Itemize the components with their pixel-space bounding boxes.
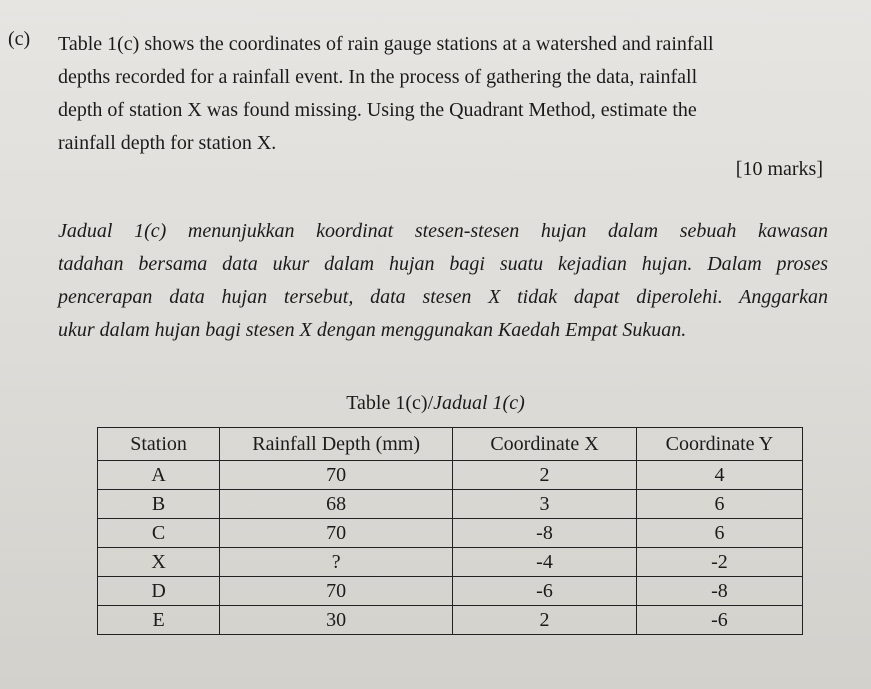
cell-coordinate-y: 6 bbox=[636, 519, 802, 548]
table-row bbox=[98, 606, 803, 635]
english-line: Table 1(c) shows the coordinates of rain gauge stations at a watershed and rainfall bbox=[58, 33, 714, 55]
cell-station: A bbox=[98, 461, 220, 490]
table-header-row bbox=[98, 428, 803, 461]
station-table bbox=[97, 427, 803, 635]
cell-rainfall-depth: 70 bbox=[220, 577, 453, 606]
cell-rainfall-depth: 30 bbox=[220, 606, 453, 635]
header-coordinate-x: Coordinate X bbox=[453, 428, 637, 461]
cell-rainfall-depth: ? bbox=[220, 548, 453, 577]
marks-label: [10 marks] bbox=[735, 158, 823, 180]
cell-coordinate-x: -4 bbox=[453, 548, 637, 577]
question-text-malay bbox=[58, 215, 828, 347]
cell-station: D bbox=[98, 577, 220, 606]
caption-english: Table 1(c)/ bbox=[346, 392, 434, 414]
cell-station: X bbox=[98, 548, 220, 577]
malay-line: ukur dalam hujan bagi stesen X dengan menggunakan Kaedah Empat Sukuan. bbox=[58, 319, 687, 341]
cell-coordinate-y: 6 bbox=[636, 490, 802, 519]
table-row bbox=[98, 548, 803, 577]
cell-rainfall-depth: 70 bbox=[220, 519, 453, 548]
cell-coordinate-y: -8 bbox=[636, 577, 802, 606]
cell-coordinate-x: -6 bbox=[453, 577, 637, 606]
english-line: rainfall depth for station X. bbox=[58, 132, 277, 154]
question-label: (c) bbox=[8, 28, 31, 50]
malay-line: Jadual 1(c) menunjukkan koordinat stesen-stesen hujan dalam sebuah kawasan bbox=[58, 220, 828, 242]
caption-malay: Jadual 1(c) bbox=[433, 392, 525, 414]
header-coordinate-y: Coordinate Y bbox=[636, 428, 802, 461]
header-station: Station bbox=[98, 428, 220, 461]
cell-station: E bbox=[98, 606, 220, 635]
cell-coordinate-y: 4 bbox=[636, 461, 802, 490]
cell-coordinate-y: -2 bbox=[636, 548, 802, 577]
malay-line: tadahan bersama data ukur dalam hujan bagi suatu kejadian hujan. Dalam proses bbox=[58, 253, 828, 275]
table-row bbox=[98, 577, 803, 606]
cell-rainfall-depth: 68 bbox=[220, 490, 453, 519]
cell-coordinate-x: 2 bbox=[453, 461, 637, 490]
cell-coordinate-x: -8 bbox=[453, 519, 637, 548]
cell-coordinate-x: 2 bbox=[453, 606, 637, 635]
table-row bbox=[98, 519, 803, 548]
header-rainfall-depth: Rainfall Depth (mm) bbox=[220, 428, 453, 461]
question-text-english bbox=[58, 28, 828, 160]
cell-rainfall-depth: 70 bbox=[220, 461, 453, 490]
english-line: depth of station X was found missing. Using the Quadrant Method, estimate the bbox=[58, 99, 697, 121]
cell-station: C bbox=[98, 519, 220, 548]
table-row bbox=[98, 461, 803, 490]
table-row bbox=[98, 490, 803, 519]
cell-coordinate-y: -6 bbox=[636, 606, 802, 635]
table-caption bbox=[0, 392, 871, 415]
english-line: depths recorded for a rainfall event. In the process of gathering the data, rainfall bbox=[58, 66, 698, 88]
cell-coordinate-x: 3 bbox=[453, 490, 637, 519]
malay-line: pencerapan data hujan tersebut, data stesen X tidak dapat diperolehi. Anggarkan bbox=[58, 286, 828, 308]
cell-station: B bbox=[98, 490, 220, 519]
